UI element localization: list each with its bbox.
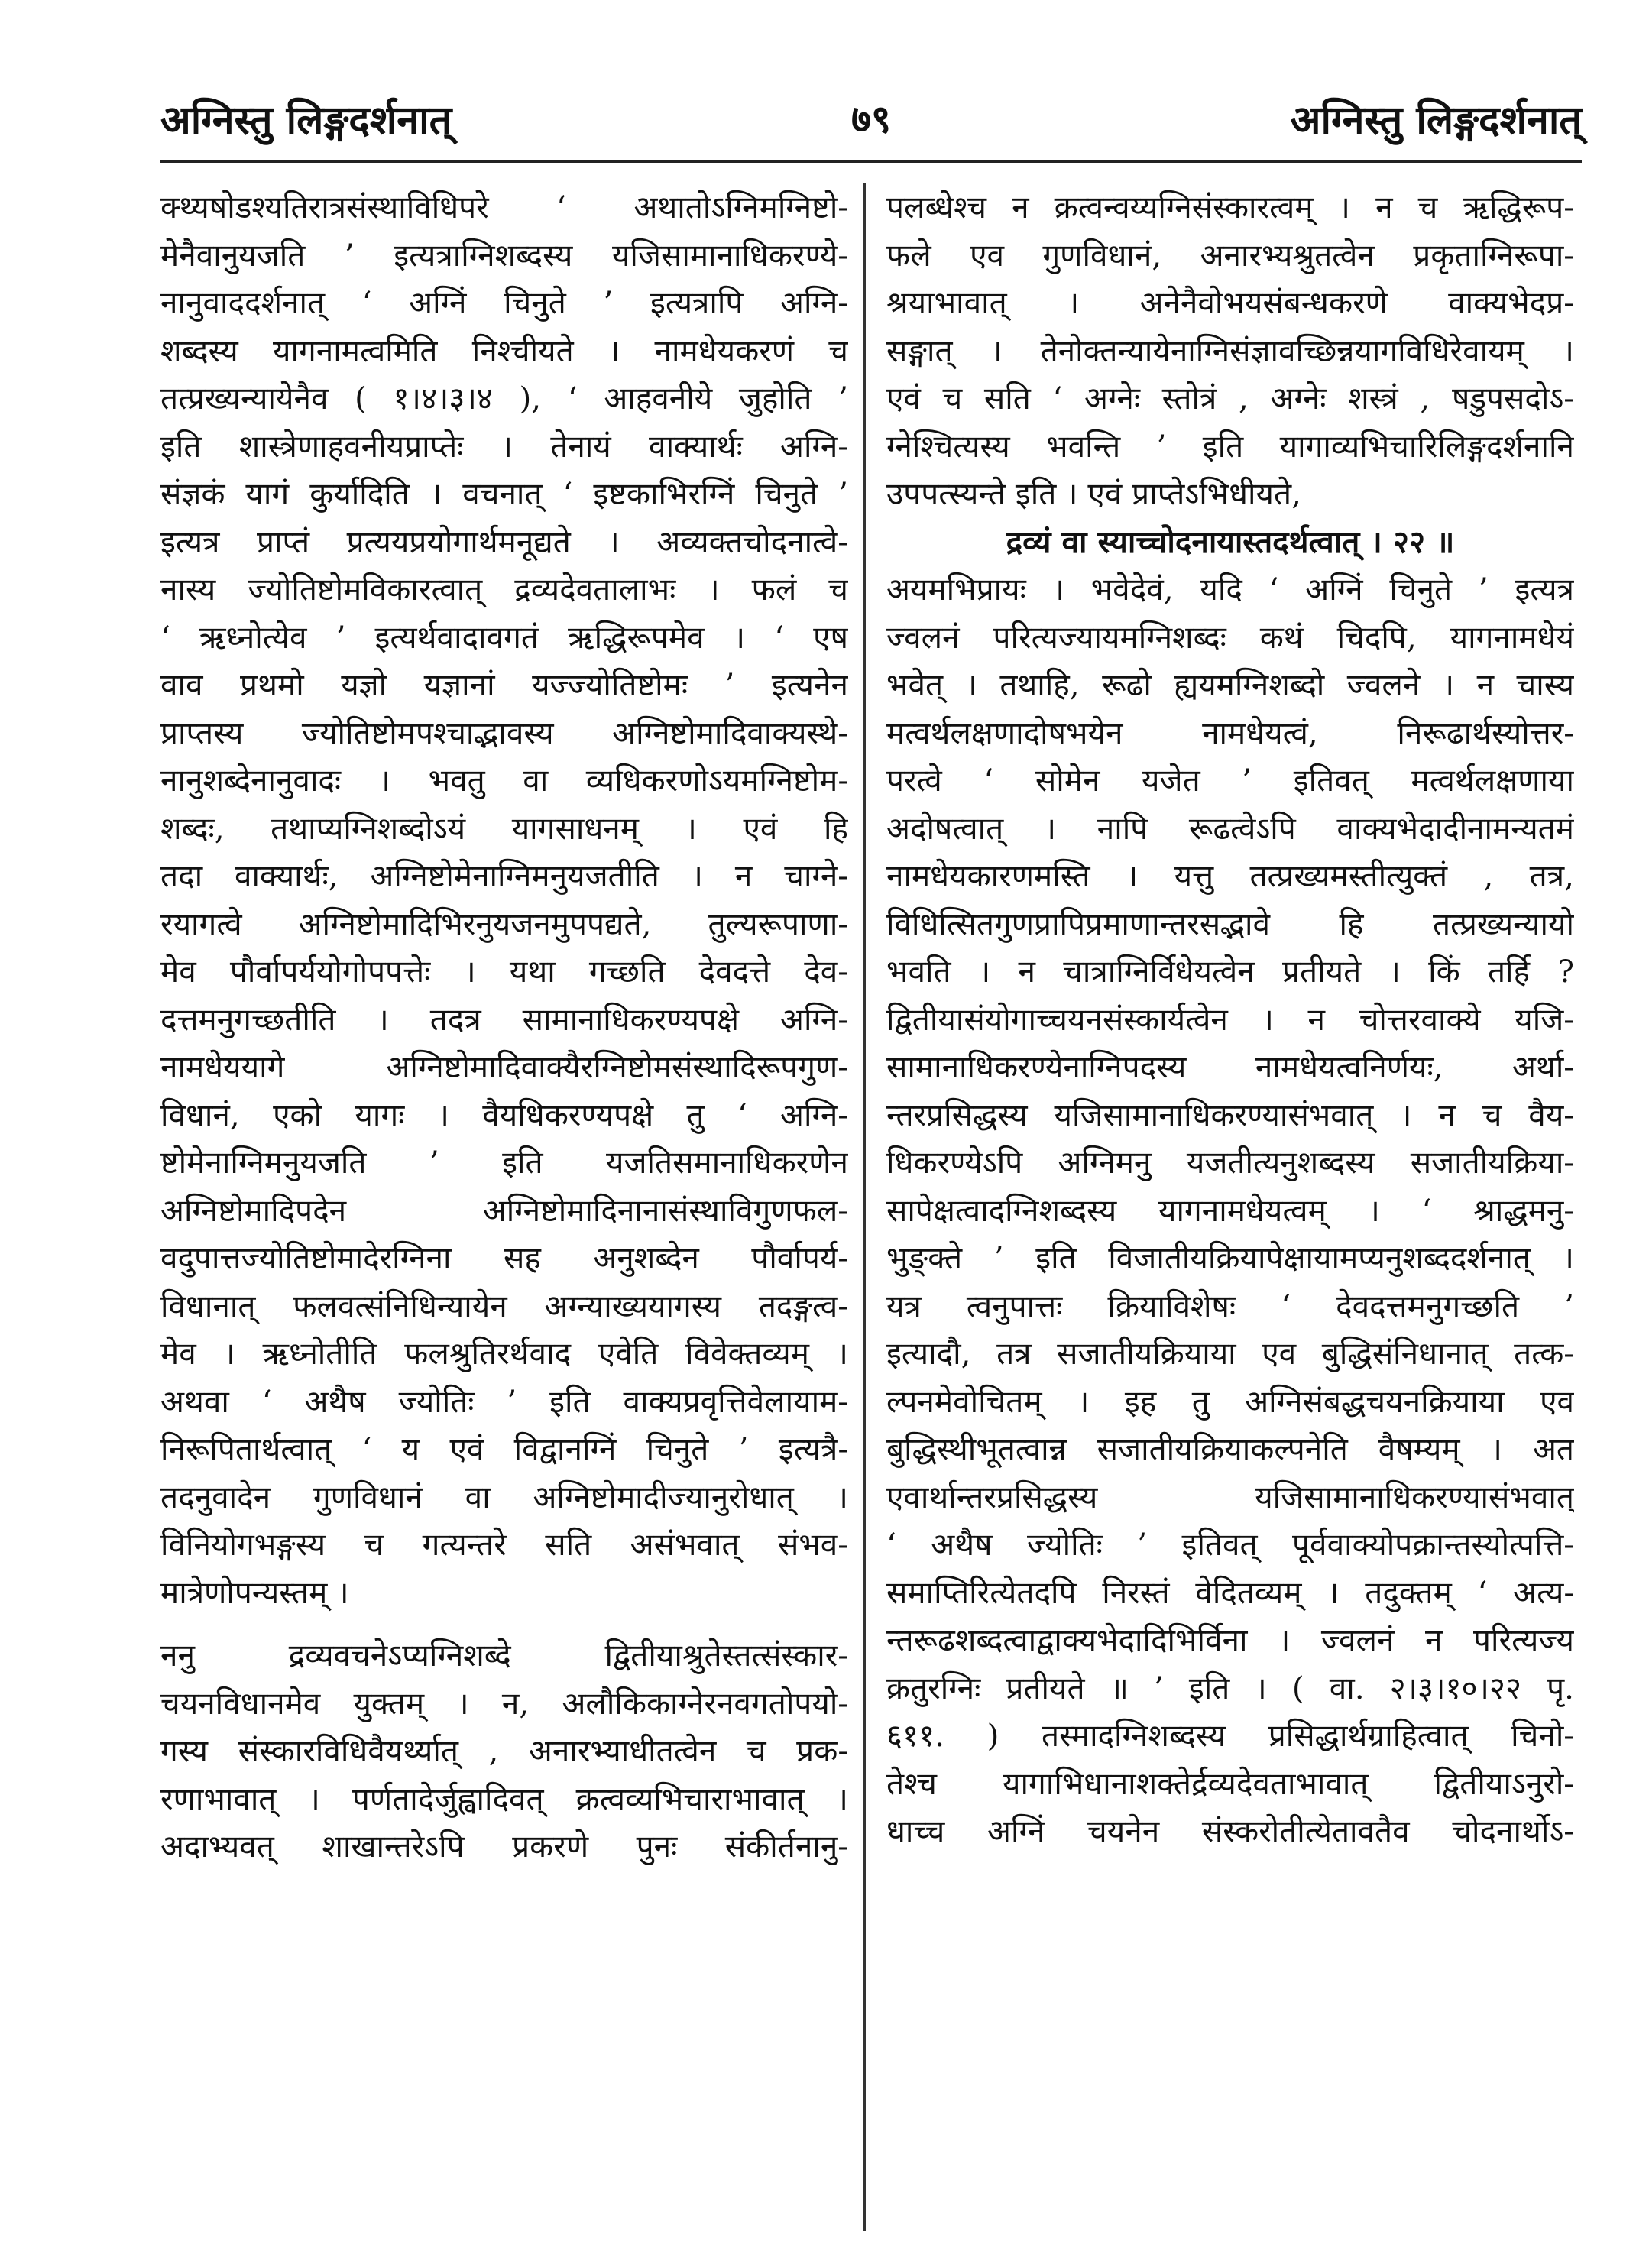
text-line: ‘ ऋध्नोत्येव ’ इत्यर्थवादावगतं ऋद्धिरूपमेव । ‘ एष (160, 618, 848, 656)
text-line: निरूपितार्थत्वात् ‘ य एवं विद्वानग्निं चिनुते ’ इत्यत्रै- (160, 1430, 848, 1467)
right-column (886, 183, 1574, 1855)
text-line: ज्वलनं परित्यज्यायमग्निशब्दः कथं चिदपि, यागनामधेयं (886, 618, 1574, 656)
text-line: तेश्च यागाभिधानाशक्तेर्द्रव्यदेवताभावात् द्वितीयाऽनुरो- (886, 1764, 1574, 1802)
text-line: शब्दः, तथाप्यग्निशब्दोऽयं यागसाधनम् । एवं हि (160, 809, 848, 847)
text-line: विधित्सितगुणप्रापिप्रमाणान्तरसद्भावे हि तत्प्रख्यन्यायो (886, 905, 1574, 942)
text-line: मेव । ऋध्नोतीति फलश्रुतिरर्थवाद एवेति विवेक्तव्यम् । (160, 1335, 848, 1372)
text-line: संज्ञकं यागं कुर्यादिति । वचनात् ‘ इष्टकाभिरग्निं चिनुते ’ (160, 475, 848, 512)
text-line: एवार्थान्तरप्रसिद्धस्य यजिसामानाधिकरण्यासंभवात् (886, 1478, 1574, 1515)
text-line: अथवा ‘ अथैष ज्योतिः ’ इति वाक्यप्रवृत्तिवेलायाम- (160, 1382, 848, 1420)
text-line: धिकरण्येऽपि अग्निमनु यजतीत्यनुशब्दस्य सजातीयक्रिया- (886, 1144, 1574, 1181)
text-line: भवेत् । तथाहि, रूढो ह्ययमग्निशब्दो ज्वलने । न चास्य (886, 666, 1574, 703)
text-line: मेव पौर्वापर्ययोगोपपत्तेः । यथा गच्छति देवदत्ते देव- (160, 953, 848, 990)
text-line: मेनैवानुयजति ’ इत्यत्राग्निशब्दस्य यजिसामानाधिकरण्ये- (160, 236, 848, 274)
text-line: फले एव गुणविधानं, अनारभ्यश्रुतत्वेन प्रकृताग्निरूपा- (886, 236, 1574, 274)
running-head-left: अग्निस्तु लिङ्गदर्शनात् (160, 97, 452, 144)
text-line: ग्नेश्चित्यस्य भवन्ति ’ इति यागाव्यभिचारिलिङ्गदर्शनानि (886, 427, 1574, 465)
text-line: मत्वर्थलक्षणादोषभयेन नामधेयत्वं, निरूढार्थस्योत्तर- (886, 714, 1574, 751)
text-line: नानुवाददर्शनात् ‘ अग्निं चिनुते ’ इत्यत्रापि अग्नि- (160, 284, 848, 321)
text-line: दत्तमनुगच्छतीति । तदत्र सामानाधिकरण्यपक्षे अग्नि- (160, 1000, 848, 1038)
text-line: ६११. ) तस्मादग्निशब्दस्य प्रसिद्धार्थग्राहित्वात् चिनो- (886, 1717, 1574, 1754)
text-line: अयमभिप्रायः । भवेदेवं, यदि ‘ अग्निं चिनुते ’ इत्यत्र (886, 571, 1574, 608)
text-line: रयागत्वे अग्निष्टोमादिभिरनुयजनमुपपद्यते, तुल्यरूपाणा- (160, 905, 848, 942)
text-line: नानुशब्देनानुवादः । भवतु वा व्यधिकरणोऽयमग्निष्टोम- (160, 762, 848, 799)
text-line: तत्प्रख्यन्यायेनैव ( १।४।३।४ ), ‘ आहवनीये जुहोति ’ (160, 380, 848, 416)
text-line: रणाभावात् । पर्णतादेर्जुह्वादिवत् क्रत्वव्यभिचाराभावात् । (160, 1780, 848, 1817)
text-line: वाव प्रथमो यज्ञो यज्ञानां यज्ज्योतिष्टोमः ’ इत्यनेन (160, 666, 848, 703)
text-line: भुङ्क्ते ’ इति विजातीयक्रियापेक्षायामप्यनुशब्ददर्शनात् । (886, 1239, 1574, 1276)
text-line: ‘ अथैष ज्योतिः ’ इतिवत् पूर्ववाक्योपक्रान्तस्योत्पत्ति- (886, 1526, 1574, 1563)
text-line: ल्पनमेवोचितम् । इह तु अग्निसंबद्धचयनक्रियाया एव (886, 1382, 1574, 1420)
text-line: अदाभ्यवत् शाखान्तरेऽपि प्रकरणे पुनः संकीर्तनानु- (160, 1828, 848, 1865)
running-head-right: अग्निस्तु लिङ्गदर्शनात् (1290, 97, 1582, 144)
text-line: ष्टोमेनाग्निमनुयजति ’ इति यजतिसमानाधिकरणेन (160, 1144, 848, 1181)
left-column (160, 183, 848, 1871)
text-line: यत्र त्वनुपात्तः क्रियाविशेषः ‘ देवदत्तमनुगच्छति ’ (886, 1287, 1574, 1324)
text-line: इति शास्त्रेणाहवनीयप्राप्तेः । तेनायं वाक्यार्थः अग्नि- (160, 427, 848, 465)
paragraph-gap (160, 1616, 848, 1631)
text-line: विधानं, एको यागः । वैयधिकरण्यपक्षे तु ‘ अग्नि- (160, 1096, 848, 1133)
text-line: एवं च सति ‘ अग्नेः स्तोत्रं , अग्नेः शस्त्रं , षडुपसदोऽ- (886, 380, 1574, 416)
text-line: अदोषत्वात् । नापि रूढत्वेऽपि वाक्यभेदादीनामन्यतमं (886, 809, 1574, 847)
text-line: नामधेययागे अग्निष्टोमादिवाक्यैरग्निष्टोमसंस्थादिरूपगुण- (160, 1048, 848, 1085)
text-line: न्तरूढशब्दत्वाद्वाक्यभेदादिभिर्विना । ज्वलनं न परित्यज्य (886, 1622, 1574, 1658)
text-line: सङ्गात् । तेनोक्तन्यायेनाग्निसंज्ञावच्छिन्नयागविधिरेवायम् । (886, 332, 1574, 369)
text-line: द्वितीयासंयोगाच्चयनसंस्कार्यत्वेन । न चोत्तरवाक्ये यजि- (886, 1000, 1574, 1038)
text-line: इत्यादौ, तत्र सजातीयक्रियाया एव बुद्धिसंनिधानात् तत्क- (886, 1335, 1574, 1372)
text-line: श्रयाभावात् । अनेनैवोभयसंबन्धकरणे वाक्यभेदप्र- (886, 284, 1574, 321)
text-line: बुद्धिस्थीभूतत्वान्न सजातीयक्रियाकल्पनेति वैषम्यम् । अत (886, 1430, 1574, 1467)
text-line: समाप्तिरित्येतदपि निरस्तं वेदितव्यम् । तदुक्तम् ‘ अत्य- (886, 1573, 1574, 1611)
text-line: गस्य संस्कारविधिवैयर्थ्यात् , अनारभ्याधीतत्वेन च प्रक- (160, 1732, 848, 1769)
page-number: ७९ (851, 96, 891, 141)
text-line: नास्य ज्योतिष्टोमविकारत्वात् द्रव्यदेवतालाभः । फलं च (160, 571, 848, 608)
column-divider (863, 183, 866, 2231)
header-rule (160, 160, 1582, 163)
text-line: इत्यत्र प्राप्तं प्रत्ययप्रयोगार्थमनूद्यते । अव्यक्तचोदनात्वे- (160, 523, 848, 560)
text-line: उपपत्स्यन्ते इति । एवं प्राप्तेऽभिधीयते, (886, 475, 1301, 512)
text-line: क्रतुरग्निः प्रतीयते ॥ ’ इति । ( वा. २।३।१०।२२ पृ. (886, 1669, 1574, 1706)
sutra-line: द्रव्यं वा स्याच्चोदनायास्तदर्थत्वात् । २२ ॥ (1006, 523, 1455, 560)
text-line: विनियोगभङ्गस्य च गत्यन्तरे सति असंभवात् संभव- (160, 1526, 848, 1563)
text-line: परत्वे ‘ सोमेन यजेत ’ इतिवत् मत्वर्थलक्षणाया (886, 762, 1574, 799)
text-line: चयनविधानमेव युक्तम् । न, अलौकिकाग्नेरनवगतोपयो- (160, 1684, 848, 1722)
text-line: धाच्च अग्निं चयनेन संस्करोतीत्येतावतैव चोदनार्थोऽ- (886, 1813, 1574, 1849)
text-line: न्तरप्रसिद्धस्य यजिसामानाधिकरण्यासंभवात् । न च वैय- (886, 1096, 1574, 1133)
text-line: क्थ्यषोडश्यतिरात्रसंस्थाविधिपरे ‘ अथातोऽग्निमग्निष्टो- (160, 189, 848, 225)
text-line: शब्दस्य यागनामत्वमिति निश्चीयते । नामधेयकरणं च (160, 332, 848, 369)
text-line: पलब्धेश्च न क्रत्वन्वय्यग्निसंस्कारत्वम् । न च ऋद्धिरूप- (886, 189, 1574, 225)
text-line: तदा वाक्यार्थः, अग्निष्टोमेनाग्निमनुयजतीति । न चाग्ने- (160, 857, 848, 894)
text-line: सामानाधिकरण्येनाग्निपदस्य नामधेयत्वनिर्णयः, अर्था- (886, 1048, 1574, 1085)
text-line: भवति । न चात्राग्निर्विधेयत्वेन प्रतीयते । किं तर्हि ? (886, 953, 1574, 990)
text-line: सापेक्षत्वादग्निशब्दस्य यागनामधेयत्वम् । ‘ श्राद्धमनु- (886, 1191, 1574, 1229)
text-line: अग्निष्टोमादिपदेन अग्निष्टोमादिनानासंस्थाविगुणफल- (160, 1191, 848, 1229)
text-line: नामधेयकारणमस्ति । यत्तु तत्प्रख्यमस्तीत्युक्तं , तत्र, (886, 857, 1574, 894)
text-line: ननु द्रव्यवचनेऽप्यग्निशब्दे द्वितीयाश्रुतेस्तत्संस्कार- (160, 1637, 848, 1673)
text-line: विधानात् फलवत्संनिधिन्यायेन अग्न्याख्ययागस्य तदङ्गत्व- (160, 1287, 848, 1324)
text-line: प्राप्तस्य ज्योतिष्टोमपश्चाद्भावस्य अग्निष्टोमादिवाक्यस्थे- (160, 714, 848, 751)
text-line: वदुपात्तज्योतिष्टोमादेरग्निना सह अनुशब्देन पौर्वापर्य- (160, 1239, 848, 1276)
page-header (160, 92, 1582, 153)
text-line: मात्रेणोपन्यस्तम् । (160, 1573, 349, 1611)
text-line: तदनुवादेन गुणविधानं वा अग्निष्टोमादीज्यानुरोधात् । (160, 1478, 848, 1515)
